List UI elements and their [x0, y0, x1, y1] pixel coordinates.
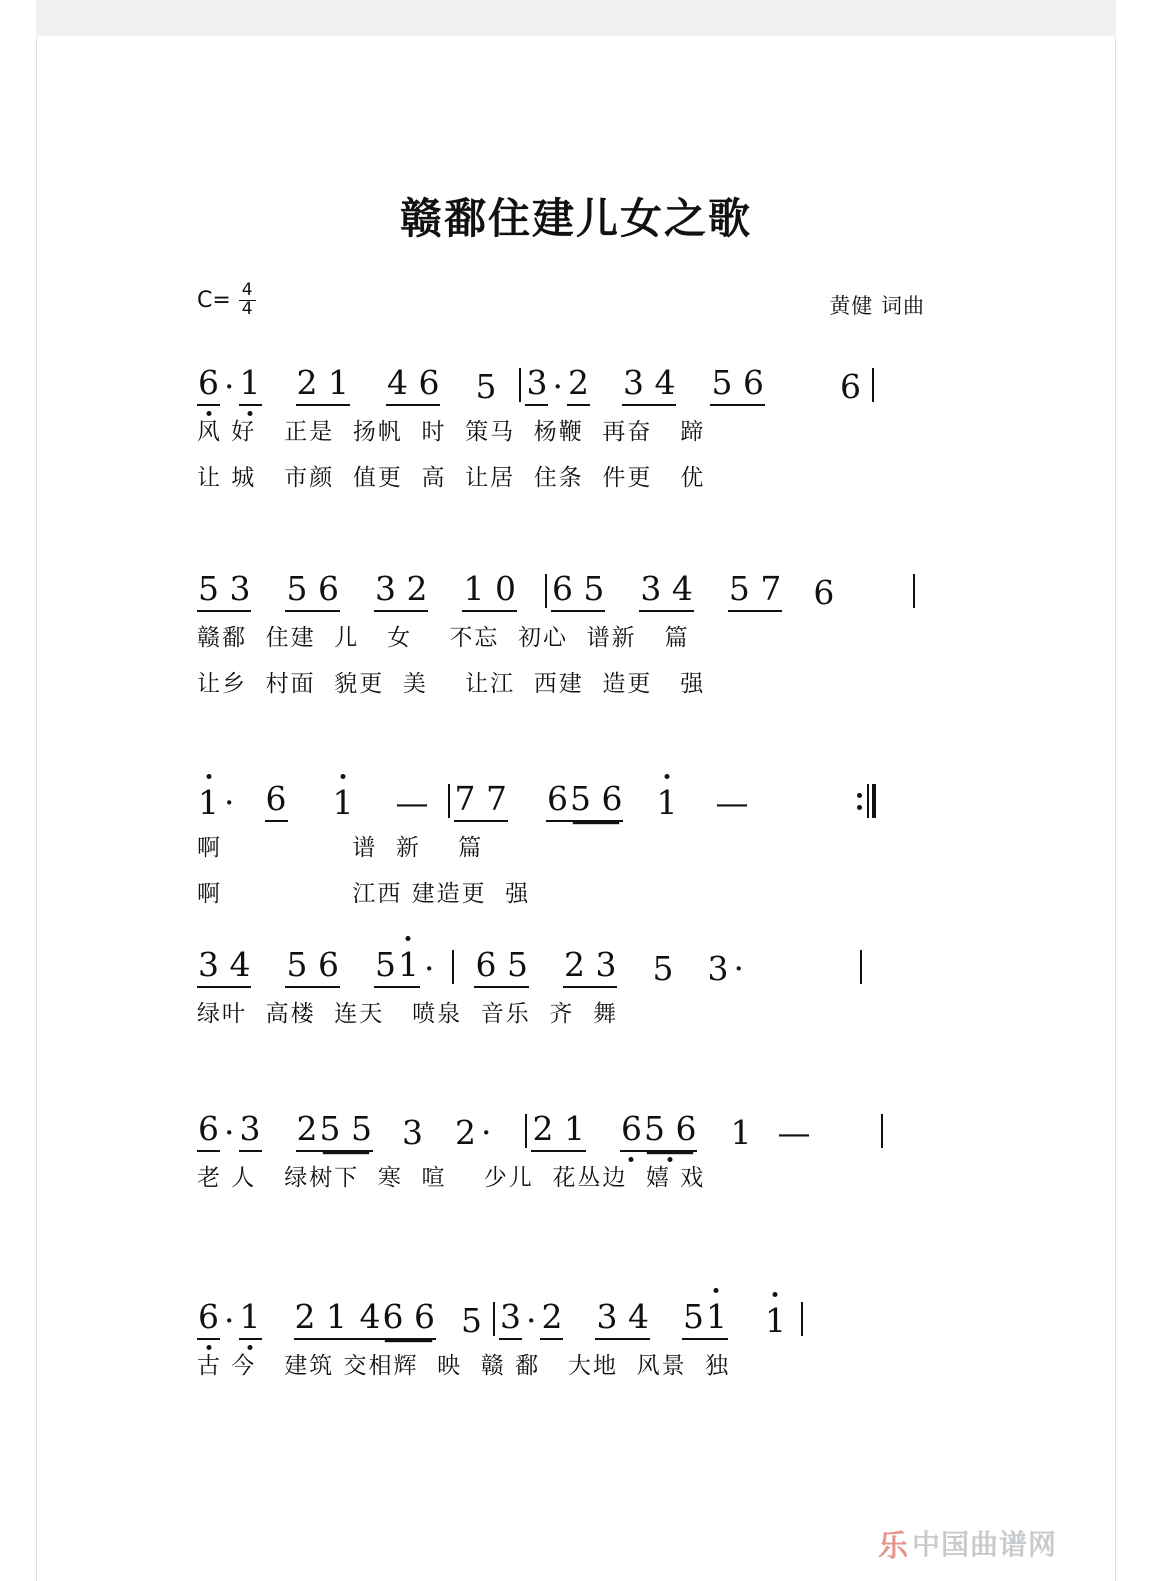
note: 6 — [620, 1109, 643, 1152]
barline — [448, 784, 450, 818]
time-signature — [239, 282, 256, 319]
barline — [452, 950, 454, 984]
note: 3 — [499, 1297, 522, 1340]
dot-prolong: · — [224, 783, 235, 822]
repeat-dots — [857, 784, 862, 818]
note: 2 — [296, 1109, 319, 1152]
note: 6 — [197, 363, 220, 406]
note: 5 6 — [569, 779, 623, 822]
barline-thick — [872, 784, 876, 818]
note: 3 — [525, 363, 548, 406]
note: 1 — [656, 783, 678, 822]
score-meta — [37, 276, 1115, 332]
note: 5 3 — [197, 569, 251, 612]
time-signature-denominator: 4 — [241, 298, 253, 319]
page-title: 赣鄱住建儿女之歌 — [399, 194, 752, 243]
note: 1 — [764, 1301, 786, 1340]
page-left-edge — [0, 0, 37, 1581]
note: 6 — [197, 1297, 220, 1340]
dot-prolong: · — [224, 1113, 235, 1152]
note: 6 — [546, 779, 569, 822]
note: 2 — [454, 1113, 476, 1152]
note: 3 — [239, 1109, 262, 1152]
barline — [525, 1114, 527, 1148]
score-sheet — [37, 36, 1115, 1581]
note: 2 3 — [563, 945, 617, 988]
note: 3 — [707, 949, 729, 988]
note: 3 4 — [639, 569, 693, 612]
note: 2 1 — [294, 1297, 348, 1340]
dot-prolong: · — [423, 949, 435, 988]
barline — [493, 1302, 495, 1336]
note: 1 — [332, 783, 354, 822]
note: 3 4 — [622, 363, 676, 406]
note: 1 — [705, 1297, 728, 1340]
music-system-6 — [37, 1284, 1115, 1386]
note: 2 1 — [531, 1109, 585, 1152]
page-top-band — [36, 0, 1116, 36]
dot-prolong: · — [525, 1301, 537, 1340]
dot-prolong: · — [733, 949, 744, 988]
note: 5 — [652, 949, 674, 988]
music-system-4 — [37, 932, 1115, 1034]
note: 1 — [239, 1297, 262, 1340]
lyrics-row-2b: 让乡 村面 貌更 美 让江 西建 造更 强 — [197, 670, 706, 697]
note: 5 — [682, 1297, 705, 1340]
watermark-logo-icon: 乐 — [877, 1529, 906, 1564]
notes-row-3 — [197, 766, 965, 822]
note: 3 — [401, 1113, 423, 1152]
note: 5 7 — [728, 569, 782, 612]
page-right-edge — [1115, 0, 1152, 1581]
note: 5 5 — [319, 1109, 373, 1152]
note: — — [715, 783, 749, 822]
music-system-1 — [37, 350, 1115, 498]
note: 2 1 — [296, 363, 350, 406]
site-watermark — [878, 1521, 1057, 1565]
note: 5 6 — [285, 569, 339, 612]
notes-row-1 — [197, 350, 965, 406]
composer-credit: 黄健 词曲 — [829, 294, 925, 318]
note: 3 4 — [595, 1297, 649, 1340]
note: 6 — [813, 573, 835, 612]
barline — [860, 950, 862, 984]
barline — [881, 1114, 883, 1148]
note: 5 6 — [643, 1109, 697, 1152]
note: 1 — [198, 783, 219, 822]
key-label: C= — [197, 287, 231, 313]
note: 2 — [540, 1297, 563, 1340]
note: 5 — [475, 367, 497, 406]
note: 6 — [839, 367, 861, 406]
notes-row-2 — [197, 556, 965, 612]
note: 5 6 — [285, 945, 339, 988]
key-signature — [197, 282, 256, 319]
watermark-text: 中国曲谱网 — [911, 1528, 1057, 1561]
repeat-end-barline — [857, 784, 876, 822]
note: — — [395, 783, 429, 822]
dot-prolong: · — [224, 367, 235, 406]
barline — [872, 368, 874, 402]
lyrics-row-5a: 老 人 绿树下 寒 喧 少儿 花丛边 嬉 戏 — [197, 1164, 706, 1191]
note: 4 — [348, 1297, 382, 1340]
note: 1 — [397, 945, 420, 988]
barline — [545, 574, 547, 608]
note: 5 — [460, 1301, 482, 1340]
dot-prolong: · — [224, 1301, 235, 1340]
note: 2 — [567, 363, 590, 406]
time-signature-numerator: 4 — [239, 282, 256, 301]
note: 4 6 — [386, 363, 440, 406]
notes-row-5 — [197, 1096, 965, 1152]
barline — [801, 1302, 803, 1336]
barline — [867, 784, 869, 818]
note: 3 4 — [197, 945, 251, 988]
music-system-5 — [37, 1096, 1115, 1198]
barline — [913, 574, 915, 608]
lyrics-row-3b: 啊 江西 建造更 强 — [197, 880, 531, 907]
note: 6 5 — [474, 945, 528, 988]
note: 6 — [197, 1109, 220, 1152]
note: 6 5 — [551, 569, 605, 612]
music-system-3 — [37, 766, 1115, 914]
note: 6 — [265, 779, 288, 822]
lyrics-row-6a: 古 今 建筑 交相辉 映 赣 鄱 大地 风景 独 — [197, 1352, 731, 1379]
note: 6 6 — [381, 1297, 435, 1340]
lyrics-row-1a: 风 好 正是 扬帆 时 策马 杨鞭 再奋 蹄 — [197, 418, 706, 445]
note: 7 7 — [454, 779, 508, 822]
note: 1 — [730, 1113, 752, 1152]
dot-prolong: · — [480, 1113, 492, 1152]
barline — [519, 368, 521, 402]
lyrics-row-4a: 绿叶 高楼 连天 喷泉 音乐 齐 舞 — [197, 1000, 619, 1027]
note: 1 — [239, 363, 262, 406]
lyrics-row-3a: 啊 谱 新 篇 — [197, 834, 484, 861]
music-system-2 — [37, 556, 1115, 704]
note: 5 6 — [710, 363, 764, 406]
lyrics-row-1b: 让 城 市颜 值更 高 让居 住条 件更 优 — [197, 464, 706, 491]
note: 1 0 — [462, 569, 516, 612]
dot-prolong: · — [552, 367, 563, 406]
notes-row-6 — [197, 1284, 965, 1340]
note: 5 — [374, 945, 397, 988]
notes-row-4 — [197, 932, 965, 988]
note: — — [777, 1113, 811, 1152]
lyrics-row-2a: 赣鄱 住建 儿 女 不忘 初心 谱新 篇 — [197, 624, 690, 651]
note: 3 2 — [374, 569, 428, 612]
